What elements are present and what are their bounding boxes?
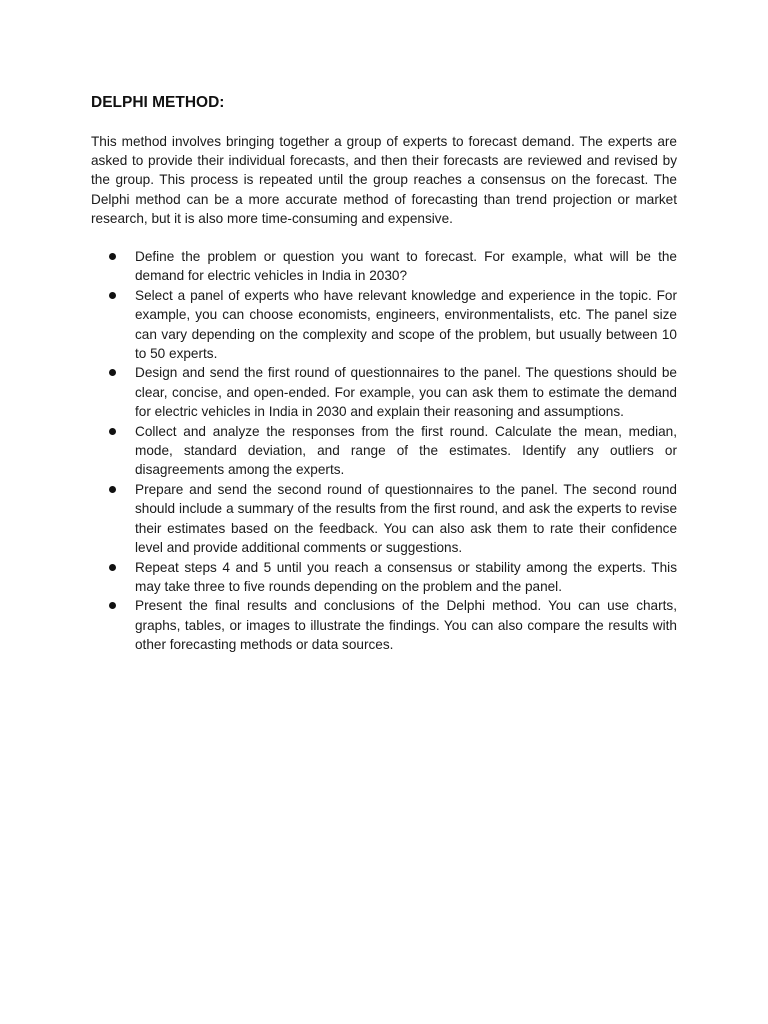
- bullet-icon: [109, 369, 116, 376]
- list-item: [135, 596, 677, 654]
- intro-paragraph: This method involves bringing together a group of experts to forecast demand. The experts are asked to provide their individual forecasts, and then their forecasts are reviewed and revised by the group. This process is repeated until the group reaches a consensus on the forecast. The Delphi method can be a more accurate method of forecasting than trend projection or market research, but it is also more time-consuming and expensive.: [91, 134, 677, 226]
- list-item: [135, 558, 677, 597]
- step-text: Design and send the first round of questionnaires to the panel. The questions should be clear, concise, and open-ended. For example, you can ask them to estimate the demand for electric vehicles in India in 2030 and explain their reasoning and assumptions.: [135, 365, 677, 420]
- step-text: Present the final results and conclusions of the Delphi method. You can use charts, graphs, tables, or images to illustrate the findings. You can also compare the results with other forecasting methods or data sources.: [135, 598, 677, 653]
- step-text: Repeat steps 4 and 5 until you reach a consensus or stability among the experts. This may take three to five rounds depending on the problem and the panel.: [135, 559, 677, 594]
- page-title: DELPHI METHOD:: [91, 94, 225, 111]
- bullet-icon: [109, 486, 116, 493]
- list-item: [135, 286, 677, 364]
- bullet-icon: [109, 602, 116, 609]
- list-item: [135, 247, 677, 286]
- step-text: Prepare and send the second round of questionnaires to the panel. The second round should include a summary of the results from the first round, and ask the experts to revise their estimates based on the feedback. You can also ask them to rate their confidence level and provide additional comments or suggestions.: [135, 481, 677, 556]
- list-item: [135, 422, 677, 480]
- document-content: [91, 93, 677, 655]
- steps-list: [91, 247, 677, 655]
- bullet-icon: [109, 564, 116, 571]
- list-item: [135, 480, 677, 558]
- bullet-icon: [109, 428, 116, 435]
- bullet-icon: [109, 292, 116, 299]
- list-item: [135, 363, 677, 421]
- step-text: Define the problem or question you want to forecast. For example, what will be the demand for electric vehicles in India in 2030?: [135, 249, 677, 284]
- step-text: Collect and analyze the responses from the first round. Calculate the mean, median, mode, standard deviation, and range of the estimates. Identify any outliers or disagreements among the experts.: [135, 423, 677, 478]
- step-text: Select a panel of experts who have relevant knowledge and experience in the topic. For example, you can choose economists, engineers, environmentalists, etc. The panel size can vary depending on the complexity and scope of the problem, but usually between 10 to 50 experts.: [135, 287, 677, 362]
- bullet-icon: [109, 253, 116, 260]
